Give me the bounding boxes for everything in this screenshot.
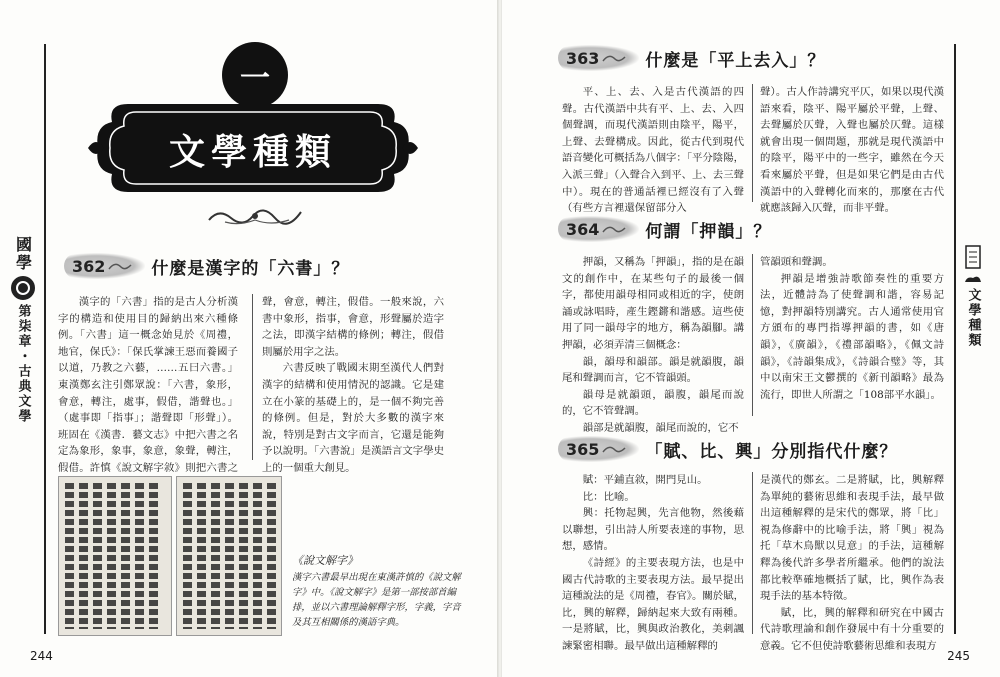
side-tab (960, 244, 986, 348)
chapter-title: 文學種類 (168, 131, 337, 173)
medallion-icon (11, 276, 35, 300)
page-number: 244 (30, 649, 53, 663)
chapter-number: 一 (222, 42, 288, 108)
tab-ornament-icon (964, 244, 982, 270)
question-number-badge (558, 216, 639, 242)
image-caption-text: 漢字六書最早出現在東漢許慎的《說文解字》中。《說文解字》是第一部按部首編排，並以六書理論解釋字形，字義，字音及其互相關係的漢語字典。 (292, 572, 461, 628)
dragon-ornament-icon (205, 204, 305, 228)
paragraph: 六書反映了戰國末期至漢代人們對漢字的結構和使用情況的認識。它是建立在小篆的基礎上的，是一個不夠完善的條例。但是，對於大多數的漢字來說，特別是對古文字而言，它還是能夠予以說明。「六書說」是漢語言文字學史上的一個重大創見。 (262, 362, 444, 474)
answer-365-col1 (562, 472, 744, 655)
margin-rule (954, 44, 956, 634)
answer-365-col2 (760, 472, 944, 655)
paragraph: 賦：平鋪直敘，開門見山。 (582, 474, 708, 486)
left-page (0, 0, 498, 677)
question-heading-364 (558, 216, 771, 242)
cloud-swirl-icon (601, 222, 627, 236)
cloud-icon (963, 274, 983, 284)
paragraph: 押韻是增強詩歌節奏性的重要方法，近體詩為了使聲調和諧，容易記憶，對押韻特別講究。古人通常使用官方頒布的專門指導押韻的書，如《唐韻》，《廣韻》，《禮部韻略》，《佩文詩韻》，《詩韻集成》，《詩韻合璧》等，其中以南宋王文鬱撰的《新刊韻略》最為流行，即世人所謂之「108部平水韻」。 (760, 272, 944, 401)
column-divider (752, 84, 753, 202)
answer-363-col1 (562, 84, 744, 217)
question-number: 363 (566, 48, 600, 68)
paragraph: 《詩經》的主要表現方法，也是中國古代詩歌的主要表現方法。最早提出這種說法的是《周禮，春官》。關於賦，比，興的解釋，歸納起來大致有兩種。一是將賦，比，興與政治教化，美刺諷諫緊密相聯。最早做出這種解釋的 (562, 556, 744, 652)
paragraph: 漢字的「六書」指的是古人分析漢字的構造和使用目的歸納出來六種條例。「六書」這一概念始見於《周禮，地官，保氏》：「保氏掌諫王惡而養國子以道，乃教之六藝，……五曰六書。」東漢鄭玄注引鄭眾說：「六書，象形，會意，轉注，處事，假借，諧聲也。」（處事即「指事」；諧聲即「形聲」）。班固在《漢書．藝文志》中把六書之名定為象形，象事，象意，象聲，轉注，假借。許慎《說文解字敘》則把六書之 (58, 296, 238, 474)
page-number: 245 (947, 649, 970, 663)
paragraph: 韻，韻母和韻部。韻是就韻腹，韻尾和聲調而言，它不管韻頭。 (562, 355, 744, 385)
question-title: 「賦、比、興」分別指代什麼？ (645, 441, 898, 462)
shuowen-page-image-right (176, 476, 282, 636)
paragraph: 賦，比，興的解釋和研究在中國古代詩歌理論和創作發展中有十分重要的意義。它不但使詩歌藝術思維和表現方 (760, 606, 944, 652)
answer-362-col2 (262, 294, 444, 477)
question-title: 什麼是漢字的「六書」？ (151, 258, 350, 279)
question-number: 365 (566, 439, 600, 459)
column-divider (252, 294, 253, 460)
question-number-badge (558, 45, 639, 71)
right-page (502, 0, 1000, 677)
paragraph: 平、上、去、入是古代漢語的四聲。古代漢語中共有平、上、去、入四個聲調，而現代漢語則由陰平，陽平，上聲、去聲構成。因此，從古代到現代語音變化可概括為八個字：「平分陰陽，入派三聲」（入聲合入到平、上、去三聲中）。現在的普通話裡已經沒有了入聲（有些方言裡還保留部分入 (562, 86, 744, 215)
cloud-swirl-icon (107, 259, 133, 273)
side-tab (10, 236, 36, 424)
question-title: 何謂「押韻」？ (645, 221, 772, 242)
question-heading-362 (64, 253, 349, 279)
question-title: 什麼是「平上去入」？ (645, 50, 826, 71)
shuowen-page-image-left (58, 476, 172, 636)
answer-364-col2 (760, 254, 944, 403)
paragraph: 興：托物起興，先言他物，然後藉以聯想，引出詩人所要表達的事物，思想，感情。 (562, 507, 744, 553)
question-heading-365 (558, 436, 897, 462)
chapter-label: 第柒章・古典文學 (15, 304, 31, 424)
margin-rule (44, 44, 46, 634)
column-divider (752, 254, 753, 416)
image-caption-title: 《說文解字》 (292, 554, 358, 567)
paragraph: 韻部是就韻腹，韻尾而說的，它不 (582, 421, 739, 434)
answer-363-col2 (760, 84, 944, 217)
book-title: 國學 (13, 236, 33, 272)
cloud-swirl-icon (601, 51, 627, 65)
question-heading-363 (558, 45, 825, 71)
paragraph: 聲，會意，轉注，假借。一般來說，六書中象形，指事，會意，形聲屬於造字之法，即漢字結構的條例；轉注，假借則屬於用字之法。 (262, 296, 444, 358)
answer-362-col1 (58, 294, 238, 493)
paragraph: 比：比喻。 (582, 490, 635, 503)
column-divider (752, 472, 753, 634)
paragraph: 韻母是就韻頭，韻腹，韻尾而說的，它不管聲調。 (562, 388, 744, 418)
question-number-badge (64, 253, 145, 279)
section-label: 文學種類 (965, 288, 981, 348)
paragraph: 管韻頭和聲調。 (760, 256, 833, 268)
paragraph: 是漢代的鄭玄。二是將賦，比，興解釋為單純的藝術思維和表現手法，最早做出這種解釋的是宋代的鄭眾，將「比」視為修辭中的比喻手法，將「興」視為托「草木鳥獸以見意」的手法，這種解釋為後代許多學者所繼承。他們的說法都比較準確地概括了賦，比，興作為表現手法的基本特徵。 (760, 474, 944, 603)
cloud-swirl-icon (601, 442, 627, 456)
paragraph: 押韻，又稱為「押韻」，指的是在韻文的創作中，在某些句子的最後一個字，都使用韻母相同或相近的字，使朗誦或詠唱時，產生鏗鏘和諧感。這些使用了同一韻母字的地方，稱為韻腳。講押韻，必須弄清三個概念： (562, 256, 744, 351)
answer-364-col1 (562, 254, 744, 437)
paragraph: 聲）。古人作詩講究平仄，如果以現代漢語來看，陰平、陽平屬於平聲，上聲、去聲屬於仄聲，入聲也屬於仄聲。這樣就會出現一個問題，那就是現代漢語中的陰平，陽平中的一些字，雖然在今天看來屬於平聲，但是如果它們是由古代漢語中的入聲轉化而來的，那麼在古代就應該歸入仄聲，而非平聲。 (760, 86, 944, 215)
question-number-badge (558, 436, 639, 462)
question-number: 364 (566, 219, 600, 239)
question-number: 362 (72, 256, 106, 276)
